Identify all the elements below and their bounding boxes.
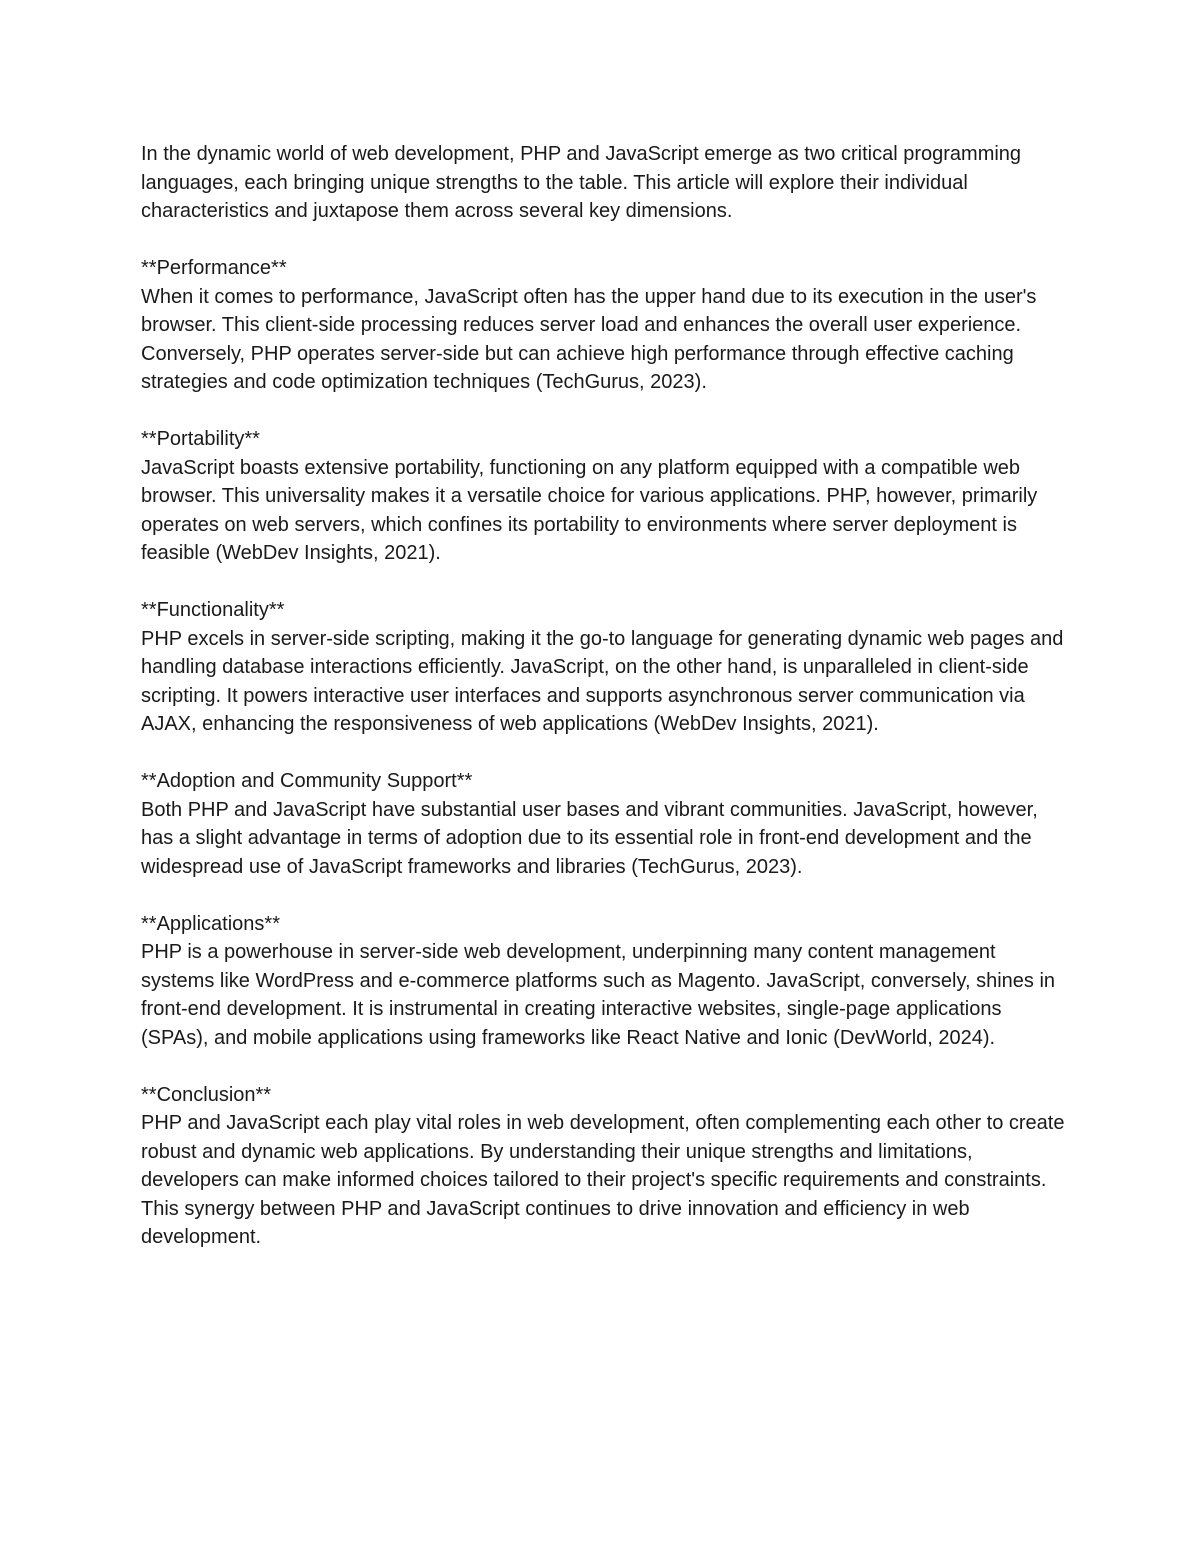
section-heading: **Performance** xyxy=(141,257,287,279)
section-body: When it comes to performance, JavaScript often has the upper hand due to its execution in the user's browser. This client-side processing reduces server load and enhances the overall user experience. Conversely, PHP operates server-side but can achieve high performance through effective caching strategies and code optimization techniques (TechGurus, 2023). xyxy=(141,285,1037,393)
section-conclusion xyxy=(141,1081,1071,1252)
section-heading: **Conclusion** xyxy=(141,1083,272,1106)
section-portability xyxy=(141,425,1071,568)
section-body: PHP excels in server-side scripting, making it the go-to language for generating dynamic web pages and handling database interactions efficiently. JavaScript, on the other hand, is unparalleled in client-side scripting. It powers interactive user interfaces and supports asynchronous server communication via AJAX, enhancing the responsiveness of web applications (WebDev Insights, 2021). xyxy=(141,627,1064,735)
section-body: PHP and JavaScript each play vital roles in web development, often complementing each other to create robust and dynamic web applications. By understanding their unique strengths and limitations, developers can make informed choices tailored to their project's specific requirements and constraints. This synergy between PHP and JavaScript continues to drive innovation and efficiency in web development. xyxy=(141,1112,1065,1248)
section-applications xyxy=(141,910,1071,1053)
document-body xyxy=(141,140,1071,1280)
section-heading: **Applications** xyxy=(141,912,280,935)
section-functionality xyxy=(141,596,1071,739)
section-adoption xyxy=(141,767,1071,881)
section-body: PHP is a powerhouse in server-side web development, underpinning many content management systems like WordPress and e-commerce platforms such as Magento. JavaScript, conversely, shines in front-end development. It is instrumental in creating interactive websites, single-page applications (SPAs), and mobile applications using frameworks like React Native and Ionic (DevWorld, 2024). xyxy=(141,941,1056,1049)
section-heading: **Functionality** xyxy=(141,599,285,621)
intro-paragraph: In the dynamic world of web development, PHP and JavaScript emerge as two critical programming languages, each bringing unique strengths to the table. This article will explore their individual characteristics and juxtapose them across several key dimensions. xyxy=(141,143,1022,222)
section-body: JavaScript boasts extensive portability, functioning on any platform equipped with a compatible web browser. This universality makes it a versatile choice for various applications. PHP, however, primarily operates on web servers, which confines its portability to environments where server deployment is feasible (WebDev Insights, 2021). xyxy=(141,456,1038,564)
section-performance xyxy=(141,254,1071,397)
section-heading: **Adoption and Community Support** xyxy=(141,770,473,792)
section-heading: **Portability** xyxy=(141,428,260,450)
section-body: Both PHP and JavaScript have substantial user bases and vibrant communities. JavaScript, however, has a slight advantage in terms of adoption due to its essential role in front-end development and the widespread use of JavaScript frameworks and libraries (TechGurus, 2023). xyxy=(141,798,1038,878)
